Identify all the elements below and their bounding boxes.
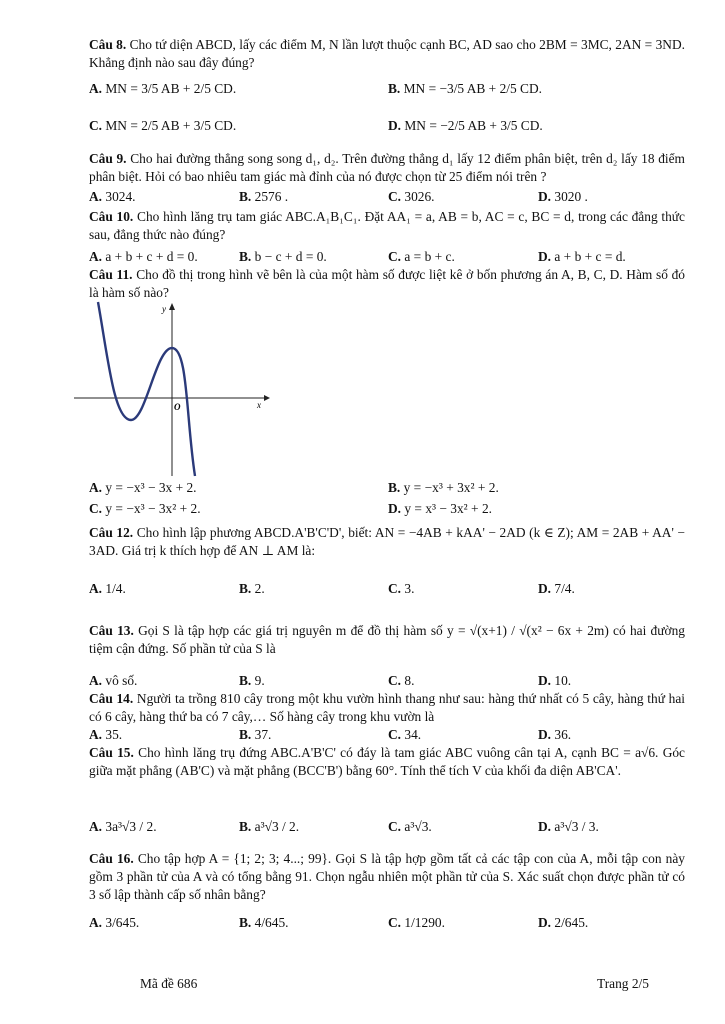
question-16-options <box>89 914 685 934</box>
x-axis-arrow <box>264 395 270 401</box>
question-10-options <box>89 248 685 268</box>
option-a: A. 3/645. <box>89 915 140 930</box>
option-d: D. y = x³ − 3x² + 2. <box>388 501 492 516</box>
question-11-options-row2 <box>89 500 685 520</box>
option-b: B. 9. <box>239 673 265 688</box>
question-15-options <box>89 818 685 838</box>
option-d: D. 2/645. <box>538 915 589 930</box>
option-c: C. 3026. <box>388 189 435 204</box>
question-12-text: Cho hình lập phương ABCD.A'B'C'D', biết: AN = −4AB + kAA' − 2AD (k ∈ Z); AM = 2AB + AA' − 3AD. Giá trị k thích hợp để AN ⊥ AM là: <box>89 525 685 558</box>
option-b: B. MN = −3/5 AB + 2/5 CD. <box>388 81 542 96</box>
question-9-options <box>89 188 685 208</box>
option-a: A. vô số. <box>89 673 138 688</box>
question-9: Câu 9. Cho hai đường thẳng song song d₁, d₂. Trên đường thẳng d₁ lấy 12 điểm phân biệt, trên d₂ lấy 18 điểm phân biệt. Hỏi có bao nhiêu tam giác mà đỉnh của nó được chọn từ 25 điểm nói trên ? <box>89 151 685 184</box>
option-a: A. y = −x³ − 3x + 2. <box>89 480 197 495</box>
question-14-text: Người ta trồng 810 cây trong một khu vườn hình thang như sau: hàng thứ nhất có 5 cây, hàng thứ hai có 6 cây, hàng thứ ba có 7 cây,… Số hàng cây trong khu vườn là <box>89 691 685 724</box>
option-b: B. y = −x³ + 3x² + 2. <box>388 480 499 495</box>
y-axis-arrow <box>169 303 175 310</box>
question-14: Câu 14. Người ta trồng 810 cây trong một khu vườn hình thang như sau: hàng thứ nhất có 5 cây, hàng thứ hai có 6 cây, hàng thứ ba có 7 cây,… Số hàng cây trong khu vườn là <box>89 691 685 724</box>
option-d: D. a + b + c = d. <box>538 249 626 264</box>
question-11-text: Cho đồ thị trong hình vẽ bên là của một hàm số được liệt kê ở bốn phương án A, B, C, D. Hàm số đó là hàm số nào? <box>89 267 685 300</box>
origin-label: O <box>174 402 181 412</box>
option-b: B. 4/645. <box>239 915 289 930</box>
option-a: A. MN = 3/5 AB + 2/5 CD. <box>89 81 237 96</box>
page-number: Trang 2/5 <box>597 976 649 991</box>
question-8-options-row2 <box>89 117 685 137</box>
question-16: Câu 16. Cho tập hợp A = {1; 2; 3; 4...; 99}. Gọi S là tập hợp gồm tất cả các tập con của A, mỗi tập con này gồm 3 phần tử của A và có tổng bằng 91. Chọn ngẫu nhiên một phần tử của S. Xác suất chọn được phần tử có 3 số lập thành cấp số nhân bằng? <box>89 851 685 902</box>
option-b: B. 37. <box>239 727 272 742</box>
question-14-options <box>89 726 685 746</box>
option-b: B. 2. <box>239 581 265 596</box>
option-a: A. 3024. <box>89 189 136 204</box>
exam-code: Mã đề 686 <box>140 976 198 991</box>
cubic-function-graph <box>74 298 274 478</box>
option-b: B. a³√3 / 2. <box>239 819 300 834</box>
question-15-text: Cho hình lăng trụ đứng ABC.A'B'C' có đáy là tam giác ABC vuông cân tại A, cạnh BC = a√6. Góc giữa mặt phẳng (AB'C) và mặt phẳng (BCC'B') bằng 60°. Tính thể tích V của khối đa diện AB'CA'. <box>89 745 685 778</box>
option-a: A. 35. <box>89 727 123 742</box>
y-axis-label: y <box>162 304 166 314</box>
option-a: A. 1/4. <box>89 581 126 596</box>
option-c: C. 1/1290. <box>388 915 445 930</box>
question-15: Câu 15. Cho hình lăng trụ đứng ABC.A'B'C' có đáy là tam giác ABC vuông cân tại A, cạnh BC = a√6. Góc giữa mặt phẳng (AB'C) và mặt phẳng (BCC'B') bằng 60°. Tính thể tích V của khối đa diện AB'CA'. <box>89 745 685 778</box>
question-10-text: Cho hình lăng trụ tam giác ABC.A₁B₁C₁. Đặt AA₁ = a, AB = b, AC = c, BC = d, trong các đẳng thức sau, đẳng thức nào đúng? <box>89 209 685 242</box>
option-d: D. 3020 . <box>538 189 588 204</box>
option-c: C. MN = 2/5 AB + 3/5 CD. <box>89 118 237 133</box>
question-13: Câu 13. Gọi S là tập hợp các giá trị nguyên m để đồ thị hàm số y = √(x+1) / √(x² − 6x + 2m) có hai đường tiệm cận đứng. Số phần tử của S là <box>89 623 685 656</box>
option-a: A. a + b + c + d = 0. <box>89 249 198 264</box>
option-b: B. b − c + d = 0. <box>239 249 327 264</box>
option-c: C. y = −x³ − 3x² + 2. <box>89 501 201 516</box>
option-d: D. 36. <box>538 727 572 742</box>
question-12: Câu 12. Cho hình lập phương ABCD.A'B'C'D', biết: AN = −4AB + kAA' − 2AD (k ∈ Z); AM = 2AB + AA' − 3AD. Giá trị k thích hợp để AN ⊥ AM là: <box>89 525 685 558</box>
option-a: A. 3a³√3 / 2. <box>89 819 157 834</box>
option-d: D. MN = −2/5 AB + 3/5 CD. <box>388 118 543 133</box>
question-16-text: Cho tập hợp A = {1; 2; 3; 4...; 99}. Gọi S là tập hợp gồm tất cả các tập con của A, mỗi tập con này gồm 3 phần tử của A và có tổng bằng 91. Chọn ngẫu nhiên một phần tử của S. Xác suất chọn được phần tử có 3 số lập thành cấp số nhân bằng? <box>89 851 685 902</box>
question-13-options <box>89 672 685 692</box>
question-8: Câu 8. Cho tứ diện ABCD, lấy các điểm M, N lần lượt thuộc cạnh BC, AD sao cho 2BM = 3MC, 2AN = 3ND. Khẳng định nào sau đây đúng? <box>89 37 685 70</box>
question-11-options-row1 <box>89 479 685 499</box>
option-d: D. 7/4. <box>538 581 575 596</box>
question-11: Câu 11. Cho đồ thị trong hình vẽ bên là của một hàm số được liệt kê ở bốn phương án A, B, C, D. Hàm số đó là hàm số nào? <box>89 267 685 300</box>
option-c: C. a = b + c. <box>388 249 455 264</box>
option-b: B. 2576 . <box>239 189 289 204</box>
option-c: C. 8. <box>388 673 415 688</box>
question-9-text: Cho hai đường thẳng song song d₁, d₂. Trên đường thẳng d₁ lấy 12 điểm phân biệt, trên d₂ lấy 18 điểm phân biệt. Hỏi có bao nhiêu tam giác mà đỉnh của nó được chọn từ 25 điểm nói trên ? <box>89 151 685 184</box>
x-axis-label: x <box>257 400 261 410</box>
question-8-options-row1 <box>89 80 685 100</box>
question-8-text: Cho tứ diện ABCD, lấy các điểm M, N lần lượt thuộc cạnh BC, AD sao cho 2BM = 3MC, 2AN = 3ND. Khẳng định nào sau đây đúng? <box>89 37 685 70</box>
question-13-text: Gọi S là tập hợp các giá trị nguyên m để đồ thị hàm số y = √(x+1) / √(x² − 6x + 2m) có hai đường tiệm cận đứng. Số phần tử của S là <box>89 623 685 656</box>
question-12-options <box>89 580 685 600</box>
option-d: D. 10. <box>538 673 572 688</box>
function-curve <box>98 302 195 476</box>
option-c: C. a³√3. <box>388 819 432 834</box>
question-10: Câu 10. Cho hình lăng trụ tam giác ABC.A₁B₁C₁. Đặt AA₁ = a, AB = b, AC = c, BC = d, trong các đẳng thức sau, đẳng thức nào đúng? <box>89 209 685 242</box>
option-c: C. 3. <box>388 581 415 596</box>
option-c: C. 34. <box>388 727 422 742</box>
option-d: D. a³√3 / 3. <box>538 819 599 834</box>
